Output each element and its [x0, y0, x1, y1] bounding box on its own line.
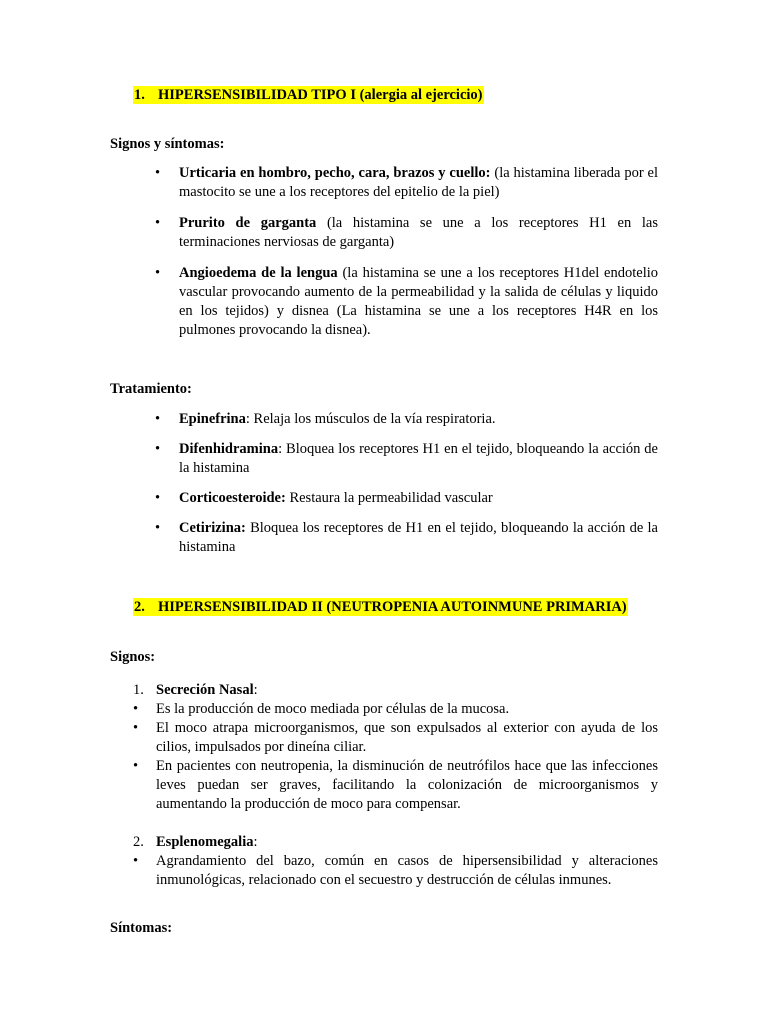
bullet-glyph: • — [133, 758, 139, 774]
list-item — [155, 440, 658, 478]
sign-term: Angioedema de la lengua — [179, 265, 338, 281]
list-item — [155, 519, 658, 557]
section-1-number: 1. — [134, 87, 145, 103]
list-item — [155, 164, 658, 202]
bullet-glyph: • — [133, 853, 139, 869]
sign-term: Prurito de garganta — [179, 215, 317, 231]
item-text: Agrandamiento del bazo, común en casos de hipersensibilidad y alteraciones inmunológicas, relacionado con el secuestro y destrucción de células inmunes. — [156, 853, 658, 888]
list-item — [155, 264, 658, 340]
signs-label: Signos: — [110, 649, 156, 665]
section-2-heading — [133, 598, 628, 617]
section-2-title: HIPERSENSIBILIDAD II (NEUTROPENIA AUTOINMUNE PRIMARIA) — [158, 599, 627, 615]
sign-description: (la histamina se une a los receptores H1del endotelio vascular provocando aumento de la permeabilidad y la salida de células y liquido en los tejidos) y disnea (La histamina se une a los receptores H4R en los pulmones provocando la disnea). — [179, 265, 659, 338]
treatment-description: Bloquea los receptores de H1 en el tejido, bloqueando la acción de la histamina — [179, 520, 658, 555]
numbered-item — [133, 833, 658, 852]
sign-term: Urticaria en hombro, pecho, cara, brazos y cuello: — [179, 165, 491, 181]
bullet-glyph: • — [133, 720, 139, 736]
item-term: Esplenomegalia — [156, 834, 254, 850]
sign-description: (la histamina se une a los receptores H1 en las terminaciones nerviosas de garganta) — [179, 215, 658, 250]
treatment-description: : Relaja los músculos de la vía respiratoria. — [245, 411, 496, 427]
bullet-glyph: • — [133, 701, 139, 717]
treatment-term: Epinefrina — [179, 411, 246, 427]
bullet-glyph: • — [155, 215, 161, 231]
treatment-label: Tratamiento: — [110, 381, 192, 397]
treatment-term: Cetirizina: — [179, 520, 246, 536]
item-text: En pacientes con neutropenia, la disminución de neutrófilos hace que las infecciones leves puedan ser graves, facilitando la colonización de microorganismos y aumentando la producción de moco para compensar. — [156, 758, 658, 812]
signs-list — [155, 164, 658, 340]
list-item — [155, 489, 658, 508]
list-item — [155, 410, 658, 429]
treatment-description: Restaura la permeabilidad vascular — [285, 490, 493, 506]
numbered-item — [133, 681, 658, 700]
signs-symptoms-label: Signos y síntomas: — [110, 136, 225, 152]
item-text: El moco atrapa microorganismos, que son expulsados al exterior con ayuda de los cilios, impulsados por dineína ciliar. — [156, 720, 658, 755]
list-item — [133, 852, 658, 890]
section-1-title: HIPERSENSIBILIDAD TIPO I (alergia al ejercicio) — [158, 87, 483, 103]
item-suffix: : — [253, 682, 258, 698]
list-item — [155, 214, 658, 252]
bullet-glyph: • — [155, 441, 161, 457]
treatment-description: : Bloquea los receptores H1 en el tejido, bloqueando la acción de la histamina — [179, 441, 658, 476]
list-item — [133, 719, 658, 757]
bullet-glyph: • — [155, 411, 161, 427]
bullet-glyph: • — [155, 490, 161, 506]
treatment-term: Difenhidramina — [179, 441, 279, 457]
section-2-number: 2. — [134, 599, 145, 615]
section-1-heading — [133, 86, 484, 105]
list-item — [133, 757, 658, 814]
item-text: Es la producción de moco mediada por células de la mucosa. — [156, 701, 510, 717]
treatment-term: Corticoesteroide: — [179, 490, 286, 506]
sign-description: (la histamina liberada por el mastocito se une a los receptores del epitelio de la piel) — [179, 165, 658, 200]
item-term: Secreción Nasal — [156, 682, 254, 698]
treatment-list — [155, 410, 658, 557]
symptoms-label: Síntomas: — [110, 920, 173, 936]
bullet-glyph: • — [155, 520, 161, 536]
bullet-glyph: • — [155, 265, 161, 281]
item-number: 1. — [133, 682, 144, 698]
item-number: 2. — [133, 834, 144, 850]
signs-numbered-list — [133, 681, 658, 890]
item-suffix: : — [253, 834, 258, 850]
bullet-glyph: • — [155, 165, 161, 181]
list-item — [133, 700, 658, 719]
